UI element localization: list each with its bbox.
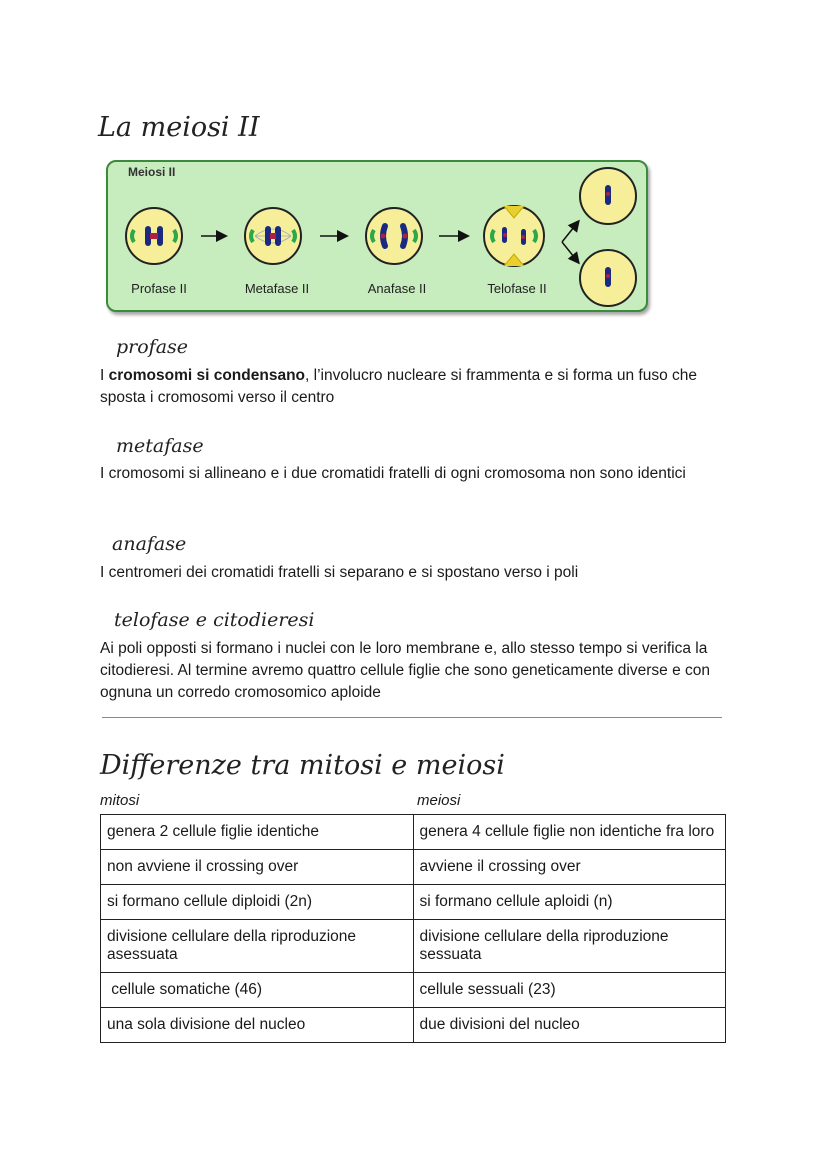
diagram-label: Meiosi II (128, 165, 176, 179)
table-cell: si formano cellule aploidi (n) (413, 885, 726, 920)
table-cell: cellule somatiche (46) (101, 973, 414, 1008)
table-cell: genera 2 cellule figlie identiche (101, 815, 414, 850)
telofase-cell (484, 206, 544, 266)
table-cell: cellule sessuali (23) (413, 973, 726, 1008)
table-row (101, 973, 726, 1008)
column-header-mitosi: mitosi (100, 792, 140, 809)
text-anafase: I centromeri dei cromatidi fratelli si separano e si spostano verso i poli (100, 564, 579, 581)
stage-label-anafase: Anafase II (367, 281, 427, 296)
table-cell: avviene il crossing over (413, 850, 726, 885)
profase-cell (126, 208, 182, 264)
metafase-cell (245, 208, 301, 264)
text-metafase: I cromosomi si allineano e i due cromatidi fratelli di ogni cromosoma non sono identici (100, 465, 686, 482)
table-cell: genera 4 cellule figlie non identiche fra loro (413, 815, 726, 850)
table-row (101, 885, 726, 920)
table-cell: si formano cellule diploidi (2n) (101, 885, 414, 920)
stage-label-profase: Profase II (131, 281, 187, 296)
heading-profase: profase (116, 336, 189, 358)
comparison-table (100, 814, 726, 1043)
heading-telofase: telofase e citodieresi (114, 609, 315, 631)
comparison-title: Differenze tra mitosi e meiosi (100, 750, 505, 781)
heading-metafase: metafase (116, 435, 204, 457)
table-cell: non avviene il crossing over (101, 850, 414, 885)
divider (102, 717, 722, 718)
heading-anafase: anafase (112, 533, 187, 555)
column-header-meiosi: meiosi (417, 792, 461, 809)
text-telofase: Ai poli opposti si formano i nuclei con le loro membrane e, allo stesso tempo si verifica la citodieresi. Al termine avremo quattro cellule figlie che sono geneticamente diverse e con ognuna un corredo cromosomico aploide (100, 640, 710, 701)
page-title: La meiosi II (98, 112, 260, 143)
table-cell: una sola divisione del nucleo (101, 1008, 414, 1043)
stage-label-metafase: Metafase II (244, 281, 310, 296)
meiosis-diagram (106, 160, 648, 312)
table-cell: due divisioni del nucleo (413, 1008, 726, 1043)
daughter-cells-illustration (578, 166, 642, 316)
stage-label-telofase: Telofase II (487, 281, 547, 296)
table-cell: divisione cellulare della riproduzione sessuata (413, 920, 726, 973)
anafase-cell (366, 208, 422, 264)
table-row (101, 1008, 726, 1043)
table-row (101, 815, 726, 850)
text-profase: I cromosomi si condensano, l’involucro nucleare si frammenta e si forma un fuso che sposta i cromosomi verso il centro (100, 367, 697, 406)
table-row (101, 850, 726, 885)
table-cell: divisione cellulare della riproduzione asessuata (101, 920, 414, 973)
table-row (101, 920, 726, 973)
